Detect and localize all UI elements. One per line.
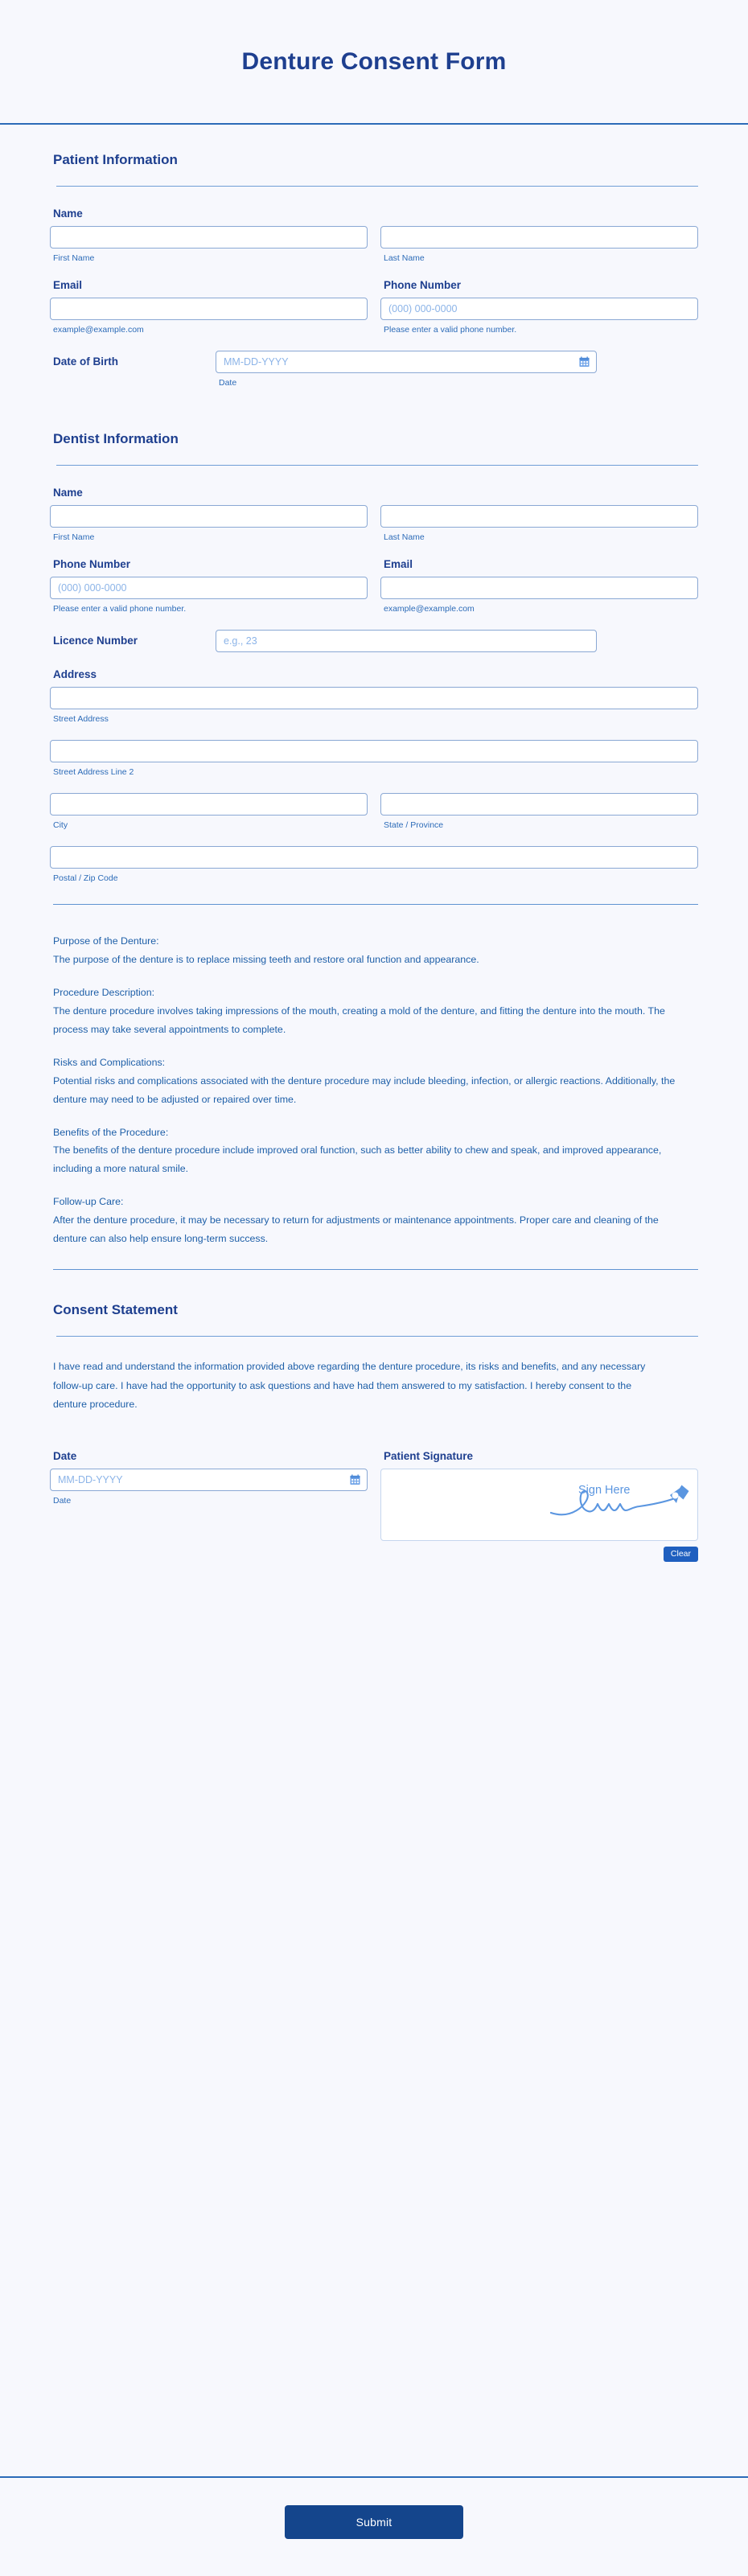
patient-last-name-input[interactable] [380, 226, 698, 249]
patient-dob-label: Date of Birth [53, 355, 118, 368]
procedure-body: The denture procedure involves taking impressions of the mouth, creating a mold of the denture, and fitting the denture into the mouth. The process may take several appointments to complete. [53, 1005, 665, 1035]
dentist-email-sublabel: example@example.com [384, 604, 475, 614]
dentist-first-name-input[interactable] [50, 505, 368, 528]
consent-divider [53, 1269, 698, 1270]
clear-signature-button[interactable]: Clear [664, 1547, 698, 1563]
patient-information-section [50, 125, 698, 388]
dentist-section-title: Dentist Information [53, 431, 179, 446]
clear-signature-row [380, 1547, 698, 1563]
purpose-heading: Purpose of the Denture: [53, 935, 159, 947]
submit-button[interactable]: Submit [285, 2505, 463, 2539]
followup-heading: Follow-up Care: [53, 1196, 124, 1208]
dentist-name-row [50, 505, 698, 542]
patient-email-label: Email [53, 279, 83, 291]
dentist-section-divider [56, 465, 698, 466]
patient-phone-sublabel: Please enter a valid phone number. [384, 325, 517, 335]
patient-name-label: Name [53, 207, 83, 220]
patient-first-name-group [50, 226, 368, 263]
risks-body: Potential risks and complications associated with the denture procedure may include bleeding, infection, or allergic reactions. Additionally, the denture may need to be adjusted or repaired over time. [53, 1074, 676, 1105]
dentist-street2-sublabel: Street Address Line 2 [53, 767, 134, 777]
benefits-body: The benefits of the denture procedure include improved oral function, such as better ability to chew and speak, and improved appearance, including a more natural smile. [53, 1144, 662, 1175]
dentist-street2-group [50, 740, 698, 777]
dentist-city-sublabel: City [53, 820, 68, 830]
dentist-phone-label: Phone Number [53, 558, 131, 570]
dentist-last-name-input[interactable] [380, 505, 698, 528]
dentist-licence-label: Licence Number [53, 635, 138, 647]
benefits-paragraph [53, 1124, 690, 1179]
dentist-licence-input[interactable] [216, 630, 597, 652]
dentist-information-section [50, 404, 698, 883]
patient-dob-control [216, 351, 597, 388]
consent-statement-section [50, 1297, 698, 1562]
sign-here-icon [549, 1477, 691, 1527]
dentist-zip-group [50, 846, 698, 883]
consent-date-input[interactable] [50, 1469, 368, 1491]
patient-phone-label: Phone Number [384, 279, 462, 291]
dentist-state-input[interactable] [380, 793, 698, 816]
dentist-email-label: Email [384, 558, 413, 570]
dentist-state-group [380, 793, 698, 830]
patient-first-name-input[interactable] [50, 226, 368, 249]
patient-last-name-group [380, 226, 698, 263]
dentist-phone-sublabel: Please enter a valid phone number. [53, 604, 187, 614]
dentist-street-address-2-input[interactable] [50, 740, 698, 762]
patient-dob-sublabel: Date [219, 378, 237, 388]
patient-name-row [50, 226, 698, 263]
patient-signature-group [380, 1450, 698, 1563]
patient-phone-input[interactable] [380, 298, 698, 320]
dentist-phone-group [50, 558, 368, 614]
patient-dob-input-wrap [216, 351, 597, 373]
patient-email-label-wrap [50, 279, 368, 335]
dentist-email-input[interactable] [380, 577, 698, 599]
dentist-name-label: Name [53, 487, 83, 499]
patient-phone-label-wrap [380, 279, 698, 335]
form-footer [0, 2476, 748, 2576]
patient-dob-row [50, 351, 698, 388]
procedure-heading: Procedure Description: [53, 986, 155, 998]
signature-pad[interactable] [380, 1469, 698, 1541]
dentist-address-label: Address [53, 668, 97, 680]
dentist-city-input[interactable] [50, 793, 368, 816]
patient-section-divider [56, 186, 698, 187]
consent-date-sublabel: Date [53, 1495, 72, 1506]
risks-paragraph [53, 1054, 690, 1109]
consent-date-label: Date [53, 1449, 77, 1462]
dentist-phone-input[interactable] [50, 577, 368, 599]
risks-heading: Risks and Complications: [53, 1056, 166, 1068]
dentist-street-group [50, 687, 698, 724]
page-title: Denture Consent Form [241, 47, 507, 75]
patient-signature-label: Patient Signature [384, 1449, 474, 1462]
consent-date-group [50, 1450, 368, 1506]
followup-paragraph [53, 1193, 690, 1248]
consent-date-input-wrap [50, 1469, 368, 1491]
dentist-postal-code-input[interactable] [50, 846, 698, 869]
dentist-licence-control [216, 630, 597, 652]
purpose-paragraph [53, 932, 690, 969]
consent-section-divider [56, 1336, 698, 1337]
dentist-state-sublabel: State / Province [384, 820, 444, 830]
patient-first-name-sublabel: First Name [53, 253, 95, 263]
dentist-first-name-group [50, 505, 368, 542]
dentist-street-address-input[interactable] [50, 687, 698, 709]
sign-here-text: Sign Here [578, 1483, 631, 1497]
dentist-last-name-group [380, 505, 698, 542]
procedure-paragraph [53, 984, 690, 1039]
patient-last-name-sublabel: Last Name [384, 253, 425, 263]
signature-row [50, 1450, 698, 1563]
benefits-heading: Benefits of the Procedure: [53, 1126, 169, 1138]
dentist-email-group [380, 558, 698, 614]
consent-section-title: Consent Statement [53, 1302, 178, 1318]
dentist-city-group [50, 793, 368, 830]
dentist-zip-sublabel: Postal / Zip Code [53, 873, 118, 883]
dentist-city-state-row [50, 793, 698, 830]
dentist-contact-row [50, 558, 698, 614]
patient-section-title: Patient Information [53, 152, 178, 167]
patient-dob-input[interactable] [216, 351, 597, 373]
procedure-information-block [50, 932, 698, 1248]
dentist-last-name-sublabel: Last Name [384, 532, 425, 542]
purpose-body: The purpose of the denture is to replace missing teeth and restore oral function and appearance. [53, 953, 479, 965]
consent-statement-text: I have read and understand the information provided above regarding the denture procedure, its risks and benefits, and any necessary follow-up care. I have had the opportunity to ask questions and have had them answered to my satisfaction. I hereby consent to the denture procedure. [53, 1361, 646, 1411]
form-body [0, 125, 748, 2449]
patient-email-sublabel: example@example.com [53, 325, 144, 335]
dentist-licence-row [50, 630, 698, 652]
followup-body: After the denture procedure, it may be necessary to return for adjustments or maintenance appointments. Proper care and cleaning of the denture can also help ensure long-term success. [53, 1214, 659, 1245]
form-header [0, 0, 748, 125]
patient-email-input[interactable] [50, 298, 368, 320]
patient-contact-labels-row [50, 279, 698, 335]
dentist-address-block [50, 668, 698, 883]
dentist-street-sublabel: Street Address [53, 714, 109, 724]
dentist-first-name-sublabel: First Name [53, 532, 95, 542]
information-divider [53, 904, 698, 905]
